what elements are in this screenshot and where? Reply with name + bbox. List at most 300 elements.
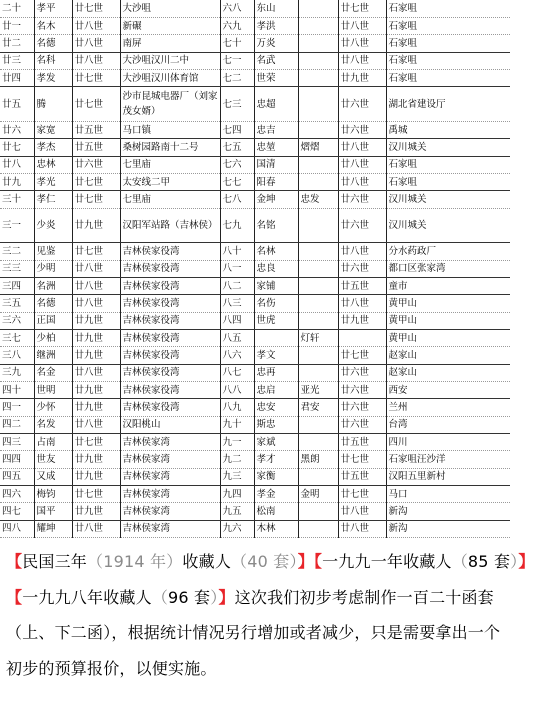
right-name-cell: 家衡 [254, 468, 298, 485]
right-generation-cell: 廿八世 [338, 139, 386, 156]
note-text: 这次我们初步考虑制作一百二十函套 [234, 587, 494, 607]
table-row [0, 330, 510, 347]
right-generation-cell: 廿九世 [338, 312, 386, 329]
table-row [0, 69, 510, 86]
right-name-cell: 松南 [254, 503, 298, 520]
left-address-cell: 吉林侯家湾 [120, 503, 220, 520]
right-index-cell: 八二 [220, 278, 254, 295]
right-alias-cell [298, 156, 338, 173]
table-row [0, 17, 510, 34]
table-row [0, 87, 510, 122]
right-alias-cell [298, 69, 338, 86]
left-generation-cell: 廿七世 [72, 191, 120, 208]
right-address-cell: 石家咀 [386, 173, 510, 190]
left-generation-cell: 廿八世 [72, 278, 120, 295]
right-generation-cell: 廿六世 [338, 416, 386, 433]
left-name-cell: 家宽 [34, 121, 72, 138]
right-alias-cell [298, 0, 338, 17]
left-generation-cell: 廿九世 [72, 208, 120, 243]
left-name-cell: 名洲 [34, 278, 72, 295]
left-generation-cell: 廿七世 [72, 486, 120, 503]
left-address-cell: 吉林侯家湾 [120, 468, 220, 485]
right-index-cell: 六九 [220, 17, 254, 34]
right-alias-cell: 亚光 [298, 382, 338, 399]
right-name-cell: 忠吉 [254, 121, 298, 138]
right-index-cell: 八一 [220, 260, 254, 277]
left-address-cell: 大沙咀汉川体育馆 [120, 69, 220, 86]
left-name-cell: 孝发 [34, 69, 72, 86]
right-alias-cell: 黑朗 [298, 451, 338, 468]
note-line-3: （上、下二函），根据统计情况另行增加或者减少，只是需要拿出一个 [6, 623, 501, 642]
note-line-4: 初步的预算报价，以便实施。 [6, 658, 217, 678]
right-name-cell: 孝才 [254, 451, 298, 468]
right-alias-cell [298, 35, 338, 52]
left-name-cell: 继洲 [34, 347, 72, 364]
table-row [0, 520, 510, 537]
right-generation-cell: 廿八世 [338, 243, 386, 260]
right-index-cell: 九四 [220, 486, 254, 503]
left-address-cell: 七里庙 [120, 156, 220, 173]
left-name-cell: 少明 [34, 260, 72, 277]
left-index-cell: 三四 [0, 278, 34, 295]
left-address-cell: 吉林侯家役湾 [120, 347, 220, 364]
table-row [0, 451, 510, 468]
right-alias-cell: 金明 [298, 486, 338, 503]
left-name-cell: 梅钧 [34, 486, 72, 503]
right-generation-cell: 廿七世 [338, 347, 386, 364]
right-name-cell: 名武 [254, 52, 298, 69]
right-name-cell: 忠堃 [254, 139, 298, 156]
left-generation-cell: 廿九世 [72, 382, 120, 399]
left-name-cell: 名金 [34, 364, 72, 381]
note-text-grey: （ [151, 587, 169, 607]
right-address-cell: 石家咀 [386, 156, 510, 173]
right-index-cell: 九二 [220, 451, 254, 468]
left-index-cell: 四八 [0, 520, 34, 537]
right-alias-cell [298, 364, 338, 381]
left-index-cell: 四五 [0, 468, 34, 485]
right-address-cell: 汉川城关 [386, 208, 510, 243]
right-name-cell: 孝洪 [254, 17, 298, 34]
left-index-cell: 廿九 [0, 173, 34, 190]
right-address-cell: 四川 [386, 434, 510, 451]
right-alias-cell [298, 52, 338, 69]
right-alias-cell: 君安 [298, 399, 338, 416]
left-generation-cell: 廿九世 [72, 451, 120, 468]
note-line-1 [6, 544, 535, 580]
right-name-cell: 阳春 [254, 173, 298, 190]
left-address-cell: 吉林侯家役湾 [120, 260, 220, 277]
right-generation-cell: 廿八世 [338, 17, 386, 34]
right-address-cell: 西安 [386, 382, 510, 399]
right-address-cell: 赵家山 [386, 364, 510, 381]
right-alias-cell [298, 468, 338, 485]
right-generation-cell: 廿七世 [338, 451, 386, 468]
left-name-cell: 忠林 [34, 156, 72, 173]
note-text-grey: （ [451, 552, 468, 571]
right-address-cell: 石家咀 [386, 52, 510, 69]
table-row [0, 382, 510, 399]
left-generation-cell: 廿七世 [72, 69, 120, 86]
right-index-cell: 六八 [220, 0, 254, 17]
bracket: 【 [6, 552, 23, 571]
right-index-cell: 九十 [220, 416, 254, 433]
bracket: 】 [218, 587, 235, 607]
left-index-cell: 廿六 [0, 121, 34, 138]
right-alias-cell [298, 121, 338, 138]
left-address-cell: 吉林侯家湾 [120, 520, 220, 537]
right-index-cell: 八三 [220, 295, 254, 312]
table-row [0, 260, 510, 277]
right-generation-cell: 廿七世 [338, 0, 386, 17]
right-index-cell: 七六 [220, 156, 254, 173]
right-generation-cell: 廿六世 [338, 87, 386, 122]
right-address-cell: 黄甲山 [386, 330, 510, 347]
right-alias-cell: 忠发 [298, 191, 338, 208]
left-generation-cell: 廿八世 [72, 295, 120, 312]
right-address-cell: 汉阳五里新村 [386, 468, 510, 485]
right-index-cell: 九六 [220, 520, 254, 537]
left-index-cell: 三十 [0, 191, 34, 208]
left-index-cell: 四一 [0, 399, 34, 416]
right-index-cell: 七一 [220, 52, 254, 69]
left-index-cell: 四七 [0, 503, 34, 520]
left-generation-cell: 廿六世 [72, 156, 120, 173]
right-generation-cell: 廿六世 [338, 191, 386, 208]
right-address-cell: 石家咀 [386, 0, 510, 17]
right-name-cell: 忠超 [254, 87, 298, 122]
left-name-cell: 世友 [34, 451, 72, 468]
left-address-cell: 吉林侯家役湾 [120, 364, 220, 381]
left-name-cell: 腾 [34, 87, 72, 122]
right-address-cell: 童市 [386, 278, 510, 295]
right-alias-cell [298, 278, 338, 295]
right-alias-cell [298, 503, 338, 520]
right-name-cell: 家铺 [254, 278, 298, 295]
left-address-cell: 吉林侯家役湾 [120, 382, 220, 399]
right-alias-cell [298, 312, 338, 329]
left-name-cell: 孝杰 [34, 139, 72, 156]
right-generation-cell: 廿九世 [338, 69, 386, 86]
table-row [0, 52, 510, 69]
left-address-cell: 吉林侯家役湾 [120, 278, 220, 295]
right-alias-cell [298, 173, 338, 190]
right-alias-cell: 熠熠 [298, 139, 338, 156]
left-name-cell: 耀坤 [34, 520, 72, 537]
left-generation-cell: 廿七世 [72, 0, 120, 17]
table-row [0, 399, 510, 416]
right-alias-cell [298, 520, 338, 537]
left-generation-cell: 廿八世 [72, 35, 120, 52]
note-text: 85 套 [467, 552, 511, 571]
right-index-cell: 八五 [220, 330, 254, 347]
left-name-cell: 孝仁 [34, 191, 72, 208]
right-index-cell: 七二 [220, 69, 254, 86]
left-address-cell: 七里庙 [120, 191, 220, 208]
note-text: 一九九八年收藏人 [22, 587, 152, 607]
right-generation-cell: 廿八世 [338, 156, 386, 173]
note-text-grey: （40 套） [231, 552, 298, 571]
left-index-cell: 廿一 [0, 17, 34, 34]
left-generation-cell: 廿八世 [72, 364, 120, 381]
right-name-cell: 家斌 [254, 434, 298, 451]
left-name-cell: 名发 [34, 416, 72, 433]
right-alias-cell [298, 347, 338, 364]
left-address-cell: 吉林侯家湾 [120, 451, 220, 468]
right-generation-cell: 廿八世 [338, 173, 386, 190]
note-text-grey: ） [210, 587, 219, 607]
right-address-cell: 禹城 [386, 121, 510, 138]
left-generation-cell: 廿八世 [72, 260, 120, 277]
right-name-cell: 忠再 [254, 364, 298, 381]
left-generation-cell: 廿八世 [72, 520, 120, 537]
left-address-cell: 吉林侯家役湾 [120, 295, 220, 312]
table-row [0, 121, 510, 138]
left-generation-cell: 廿七世 [72, 243, 120, 260]
left-address-cell: 太安线二甲 [120, 173, 220, 190]
right-generation-cell: 廿六世 [338, 399, 386, 416]
right-generation-cell: 廿六世 [338, 364, 386, 381]
right-name-cell: 忠安 [254, 399, 298, 416]
right-generation-cell: 廿八世 [338, 520, 386, 537]
right-name-cell: 孝金 [254, 486, 298, 503]
left-address-cell: 吉林侯家湾 [120, 486, 220, 503]
right-address-cell: 都口区张家湾 [386, 260, 510, 277]
right-address-cell: 黄甲山 [386, 295, 510, 312]
right-alias-cell [298, 295, 338, 312]
right-index-cell: 八六 [220, 347, 254, 364]
right-generation-cell [338, 330, 386, 347]
note-text: 民国三年 [22, 552, 88, 571]
right-alias-cell [298, 434, 338, 451]
right-index-cell: 七三 [220, 87, 254, 122]
right-generation-cell: 廿五世 [338, 278, 386, 295]
right-address-cell: 兰州 [386, 399, 510, 416]
left-name-cell: 名德 [34, 35, 72, 52]
table-row [0, 434, 510, 451]
right-address-cell: 汉川城关 [386, 139, 510, 156]
note-text-grey: （1914 年） [87, 552, 183, 571]
left-index-cell: 三八 [0, 347, 34, 364]
right-name-cell: 世荣 [254, 69, 298, 86]
right-generation-cell: 廿八世 [338, 35, 386, 52]
bracket: 】【 [297, 552, 323, 571]
right-generation-cell: 廿七世 [338, 486, 386, 503]
right-alias-cell [298, 208, 338, 243]
left-index-cell: 四二 [0, 416, 34, 433]
left-name-cell: 名木 [34, 17, 72, 34]
left-generation-cell: 廿九世 [72, 399, 120, 416]
left-index-cell: 三一 [0, 208, 34, 243]
right-index-cell: 八十 [220, 243, 254, 260]
left-generation-cell: 廿八世 [72, 416, 120, 433]
left-index-cell: 廿八 [0, 156, 34, 173]
right-index-cell: 七五 [220, 139, 254, 156]
left-name-cell: 孝平 [34, 0, 72, 17]
left-generation-cell: 廿五世 [72, 139, 120, 156]
right-index-cell: 八四 [220, 312, 254, 329]
left-address-cell: 汉阳军站路（吉林侯） [120, 208, 220, 243]
left-index-cell: 三七 [0, 330, 34, 347]
left-generation-cell: 廿五世 [72, 121, 120, 138]
table-row [0, 191, 510, 208]
left-address-cell: 大沙咀汉川二中 [120, 52, 220, 69]
right-alias-cell [298, 416, 338, 433]
right-address-cell: 新沟 [386, 503, 510, 520]
left-generation-cell: 廿八世 [72, 52, 120, 69]
table-row [0, 468, 510, 485]
right-name-cell: 斯忠 [254, 416, 298, 433]
right-index-cell: 八八 [220, 382, 254, 399]
right-address-cell: 赵家山 [386, 347, 510, 364]
left-index-cell: 廿七 [0, 139, 34, 156]
right-name-cell: 木林 [254, 520, 298, 537]
right-address-cell: 黄甲山 [386, 312, 510, 329]
table-row [0, 243, 510, 260]
left-generation-cell: 廿七世 [72, 173, 120, 190]
left-generation-cell: 廿九世 [72, 330, 120, 347]
right-generation-cell: 廿八世 [338, 503, 386, 520]
table-row [0, 312, 510, 329]
table-row [0, 139, 510, 156]
left-name-cell: 少炎 [34, 208, 72, 243]
left-name-cell: 见鉴 [34, 243, 72, 260]
right-generation-cell: 廿六世 [338, 121, 386, 138]
left-generation-cell: 廿九世 [72, 468, 120, 485]
left-address-cell: 吉林侯家役湾 [120, 399, 220, 416]
left-name-cell: 又成 [34, 468, 72, 485]
left-index-cell: 二十 [0, 0, 34, 17]
right-generation-cell: 廿八世 [338, 295, 386, 312]
left-address-cell: 汉阳桃山 [120, 416, 220, 433]
right-alias-cell [298, 87, 338, 122]
right-address-cell: 石家咀 [386, 35, 510, 52]
right-address-cell: 新沟 [386, 520, 510, 537]
left-name-cell: 名德 [34, 295, 72, 312]
left-address-cell: 吉林侯家役湾 [120, 243, 220, 260]
left-name-cell: 国平 [34, 503, 72, 520]
right-address-cell: 台湾 [386, 416, 510, 433]
right-alias-cell [298, 17, 338, 34]
table-row [0, 347, 510, 364]
left-index-cell: 四四 [0, 451, 34, 468]
left-name-cell: 名科 [34, 52, 72, 69]
right-address-cell: 湖北省建设厅 [386, 87, 510, 122]
right-index-cell: 九三 [220, 468, 254, 485]
table-row [0, 278, 510, 295]
right-name-cell: 国清 [254, 156, 298, 173]
right-index-cell: 八七 [220, 364, 254, 381]
left-generation-cell: 廿九世 [72, 347, 120, 364]
note-text: 96 套 [168, 587, 211, 607]
right-name-cell: 忠良 [254, 260, 298, 277]
right-address-cell: 马口 [386, 486, 510, 503]
left-name-cell: 占南 [34, 434, 72, 451]
note-paragraph [6, 544, 535, 686]
right-address-cell: 分水药政厂 [386, 243, 510, 260]
table-row [0, 35, 510, 52]
right-index-cell: 九一 [220, 434, 254, 451]
left-name-cell: 少怀 [34, 399, 72, 416]
right-address-cell: 石家咀 [386, 69, 510, 86]
left-address-cell: 沙市昆城电器厂（刘家茂女婿） [120, 87, 220, 122]
left-generation-cell: 廿九世 [72, 503, 120, 520]
bracket: 】 [518, 552, 535, 571]
right-name-cell: 世虎 [254, 312, 298, 329]
note-text-grey: ） [510, 552, 519, 571]
right-name-cell: 金坤 [254, 191, 298, 208]
right-name-cell [254, 330, 298, 347]
right-index-cell: 七七 [220, 173, 254, 190]
left-index-cell: 廿五 [0, 87, 34, 122]
left-name-cell: 世明 [34, 382, 72, 399]
note-line-2 [6, 580, 512, 616]
left-name-cell: 少柏 [34, 330, 72, 347]
right-name-cell: 名铭 [254, 208, 298, 243]
left-name-cell: 孝光 [34, 173, 72, 190]
right-name-cell: 东山 [254, 0, 298, 17]
left-index-cell: 三二 [0, 243, 34, 260]
left-address-cell: 吉林侯家役湾 [120, 312, 220, 329]
right-name-cell: 名伤 [254, 295, 298, 312]
right-generation-cell: 廿五世 [338, 468, 386, 485]
left-generation-cell: 廿九世 [72, 312, 120, 329]
right-alias-cell [298, 260, 338, 277]
left-address-cell: 桑树园路南十二号 [120, 139, 220, 156]
right-generation-cell: 廿六世 [338, 260, 386, 277]
left-index-cell: 三六 [0, 312, 34, 329]
left-index-cell: 四十 [0, 382, 34, 399]
left-address-cell: 吉林侯家役湾 [120, 330, 220, 347]
right-generation-cell: 廿八世 [338, 52, 386, 69]
left-name-cell: 正国 [34, 312, 72, 329]
right-generation-cell: 廿六世 [338, 382, 386, 399]
left-index-cell: 四六 [0, 486, 34, 503]
left-index-cell: 廿四 [0, 69, 34, 86]
right-address-cell: 汉川城关 [386, 191, 510, 208]
right-index-cell: 七四 [220, 121, 254, 138]
table-row [0, 486, 510, 503]
right-generation-cell: 廿六世 [338, 208, 386, 243]
right-generation-cell: 廿五世 [338, 434, 386, 451]
table-row [0, 156, 510, 173]
table-row [0, 364, 510, 381]
right-address-cell: 石家咀汪沙洋 [386, 451, 510, 468]
table-row [0, 0, 510, 17]
left-generation-cell: 廿八世 [72, 17, 120, 34]
left-index-cell: 三九 [0, 364, 34, 381]
right-name-cell: 万炎 [254, 35, 298, 52]
right-address-cell: 石家咀 [386, 17, 510, 34]
table-row [0, 208, 510, 243]
left-address-cell: 吉林侯家湾 [120, 434, 220, 451]
right-name-cell: 孝文 [254, 347, 298, 364]
right-index-cell: 七十 [220, 35, 254, 52]
right-index-cell: 七九 [220, 208, 254, 243]
left-index-cell: 三三 [0, 260, 34, 277]
right-index-cell: 七八 [220, 191, 254, 208]
left-address-cell: 南屏 [120, 35, 220, 52]
left-index-cell: 三五 [0, 295, 34, 312]
table-row [0, 503, 510, 520]
note-text: 一九九一年收藏人 [322, 552, 452, 571]
right-name-cell: 名林 [254, 243, 298, 260]
note-text: 收藏人 [182, 552, 232, 571]
left-address-cell: 新碾 [120, 17, 220, 34]
left-address-cell: 马口镇 [120, 121, 220, 138]
left-index-cell: 廿二 [0, 35, 34, 52]
right-alias-cell [298, 243, 338, 260]
